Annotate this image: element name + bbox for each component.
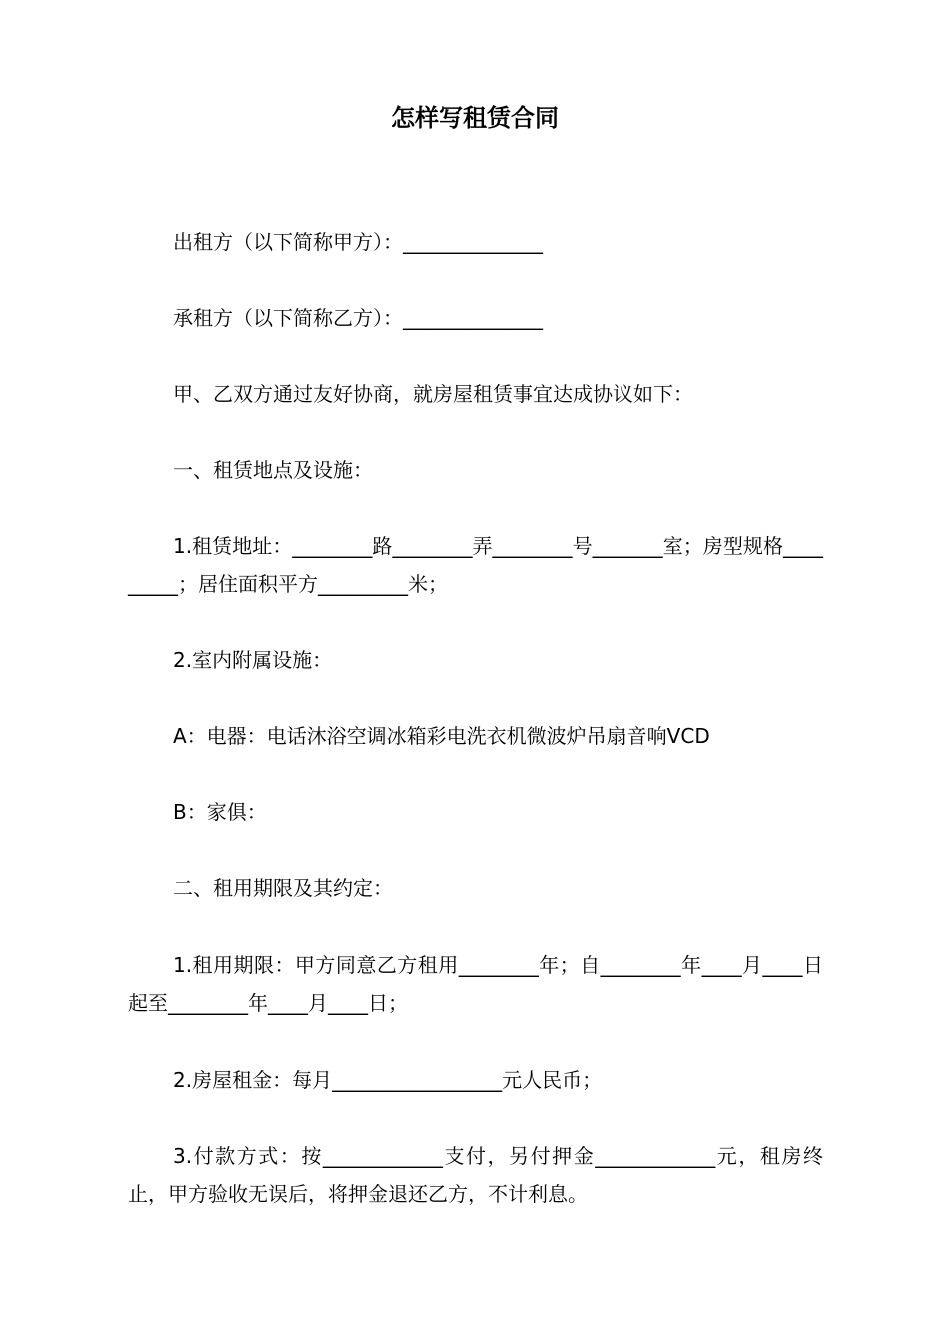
clause-payment: 3.付款方式：按____________支付，另付押金____________元，租房终止，甲方验收无误后，将押金退还乙方，不计利息。 xyxy=(128,1144,823,1206)
agreement-intro: 甲、乙双方通过友好协商，就房屋租赁事宜达成协议如下： xyxy=(173,382,693,406)
clause-furniture: B：家俱： xyxy=(173,800,267,824)
clause-rent: 2.房屋租金：每月_________________元人民币； xyxy=(173,1068,603,1092)
clause-facilities: 2.室内附属设施： xyxy=(173,648,333,672)
clause-term: 1.租用期限：甲方同意乙方租用________年；自________年____月____日起至________年____月____日； xyxy=(128,953,823,1015)
section-heading-location: 一、租赁地点及设施： xyxy=(173,458,373,482)
document-title: 怎样写租赁合同 xyxy=(391,104,559,132)
section-heading-term: 二、租用期限及其约定： xyxy=(173,876,393,900)
lessee-line: 承租方（以下简称乙方）：______________ xyxy=(173,306,543,330)
clause-appliances: A：电器：电话沐浴空调冰箱彩电洗衣机微波炉吊扇音响VCD xyxy=(173,724,710,748)
lessor-line: 出租方（以下简称甲方）：______________ xyxy=(173,230,543,254)
clause-address: 1.租赁地址：________路________弄________号_______室；房型规格_________；居住面积平方_________米； xyxy=(128,534,823,596)
